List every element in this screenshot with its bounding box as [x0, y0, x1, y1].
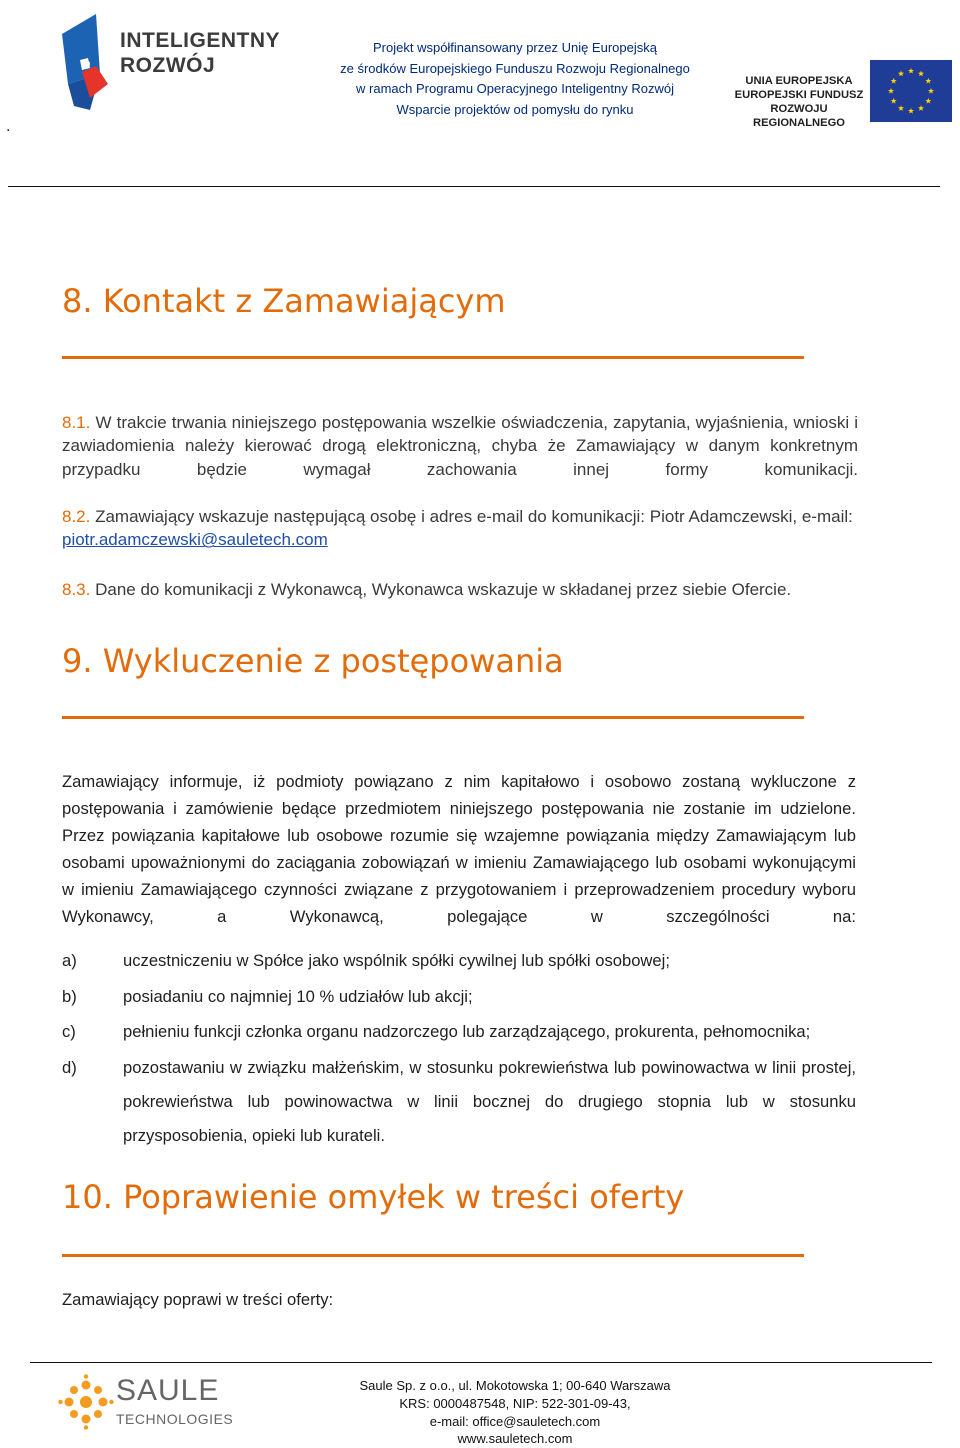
section-8-rule [62, 356, 804, 359]
paragraph-text: Dane do komunikacji z Wykonawcą, Wykonawca wskazuje w składanej przez siebie Ofercie. [95, 580, 792, 599]
saule-sun-icon [58, 1374, 114, 1430]
list-item-label: a) [62, 951, 77, 970]
contact-email-link[interactable]: piotr.adamczewski@sauletech.com [62, 530, 328, 550]
section-10-heading: 10. Poprawienie omyłek w treści oferty [62, 1178, 685, 1216]
eu-flag-icon [870, 60, 952, 122]
project-line: w ramach Programu Operacyjnego Inteligentny Rozwój [356, 81, 674, 96]
project-info [335, 38, 695, 120]
list-item-text: pełnieniu funkcji członka organu nadzorczego lub zarządzającego, prokurenta, pełnomocnika; [123, 1022, 811, 1041]
list-item-text: posiadaniu co najmniej 10 % udziałów lub akcji; [123, 987, 473, 1006]
page-marker: . [6, 118, 11, 135]
project-line: Projekt współfinansowany przez Unię Europejską [373, 40, 657, 55]
section-9-intro: Zamawiający informuje, iż podmioty powiązano z nim kapitałowo i osobowo zostaną wykluczone z postępowania i zamówienie będące przedmiotem niniejszego postępowania nie zostanie im udzielone. Przez powiązania kapitałowe lub osobowe rozumie się wzajemne powiązania między Zamawiającym lub osobami upoważnionymi do zaciągania zobowiązań w imieniu Zamawiającego lub osobami wykonującymi w imieniu Zamawiającego czynności związane z przygotowaniem i przeprowadzeniem procedury wyboru Wykonawcy, a Wykonawcą, polegające w szczególności na: [62, 772, 856, 926]
paragraph-8-1 [62, 411, 858, 481]
section-8-heading: 8. Kontakt z Zamawiającym [62, 282, 506, 320]
list-item-label: b) [62, 987, 77, 1006]
company-address: Saule Sp. z o.o., ul. Mokotowska 1; 00-640 Warszawa [359, 1378, 671, 1393]
section-10-intro: Zamawiający poprawi w treści oferty: [62, 1290, 334, 1309]
logo-line-2: ROZWÓJ [120, 54, 216, 77]
company-website: www.sauletech.com [457, 1431, 573, 1447]
list-item-text: uczestniczeniu w Spółce jako wspólnik spółki cywilnej lub spółki osobowej; [123, 951, 670, 970]
section-9-heading: 9. Wykluczenie z postępowania [62, 642, 564, 680]
eu-line-3: ROZWOJU REGIONALNEGO [753, 103, 845, 129]
paragraph-number: 8.2. [62, 507, 91, 526]
list-item-text: pozostawaniu w związku małżeńskim, w stosunku pokrewieństwa lub powinowactwa w linii prostej, pokrewieństwa lub powinowactwa w linii bocznej do drugiego stopnia lub w stosunku przysposobienia, opieki lub kurateli. [123, 1058, 856, 1145]
paragraph-text: W trakcie trwania niniejszego postępowania wszelkie oświadczenia, zapytania, wyjaśnienia, wnioski i zawiadomienia należy kierować drogą elektroniczną, chyba że Zamawiający w danym konkretnym przypadku będzie wymagał zachowania innej formy komunikacji. [62, 413, 858, 479]
paragraph-number: 8.1. [62, 413, 91, 432]
eu-line-2: EUROPEJSKI FUNDUSZ [734, 89, 864, 101]
company-email: e-mail: office@sauletech.com [429, 1413, 601, 1429]
eu-logo-text [730, 74, 868, 130]
list-item-label: c) [62, 1022, 76, 1041]
saule-logo-name: SAULE [116, 1374, 220, 1407]
eu-line-1: UNIA EUROPEJSKA [745, 75, 853, 87]
paragraph-text: Zamawiający wskazuje następującą osobę i adres e-mail do komunikacji: Piotr Adamczewski, e-mail: [95, 507, 853, 526]
section-9-rule [62, 716, 804, 719]
project-line: Wsparcie projektów od pomysłu do rynku [396, 101, 634, 117]
inteligentny-rozwoj-wordmark [120, 28, 280, 78]
company-registration: KRS: 0000487548, NIP: 522-301-09-43, [399, 1395, 631, 1411]
logo-line-1: INTELIGENTNY [120, 29, 281, 52]
paragraph-number: 8.3. [62, 580, 91, 599]
company-info [330, 1377, 700, 1448]
project-line: ze środków Europejskiego Funduszu Rozwoju Regionalnego [340, 60, 690, 76]
footer-divider [30, 1362, 932, 1363]
paragraph-8-3 [62, 578, 858, 601]
section-10-rule [62, 1254, 804, 1257]
header-divider [8, 186, 940, 187]
list-item-label: d) [62, 1058, 77, 1077]
paragraph-8-2 [62, 505, 858, 552]
saule-logo-sub: TECHNOLOGIES [116, 1411, 234, 1427]
